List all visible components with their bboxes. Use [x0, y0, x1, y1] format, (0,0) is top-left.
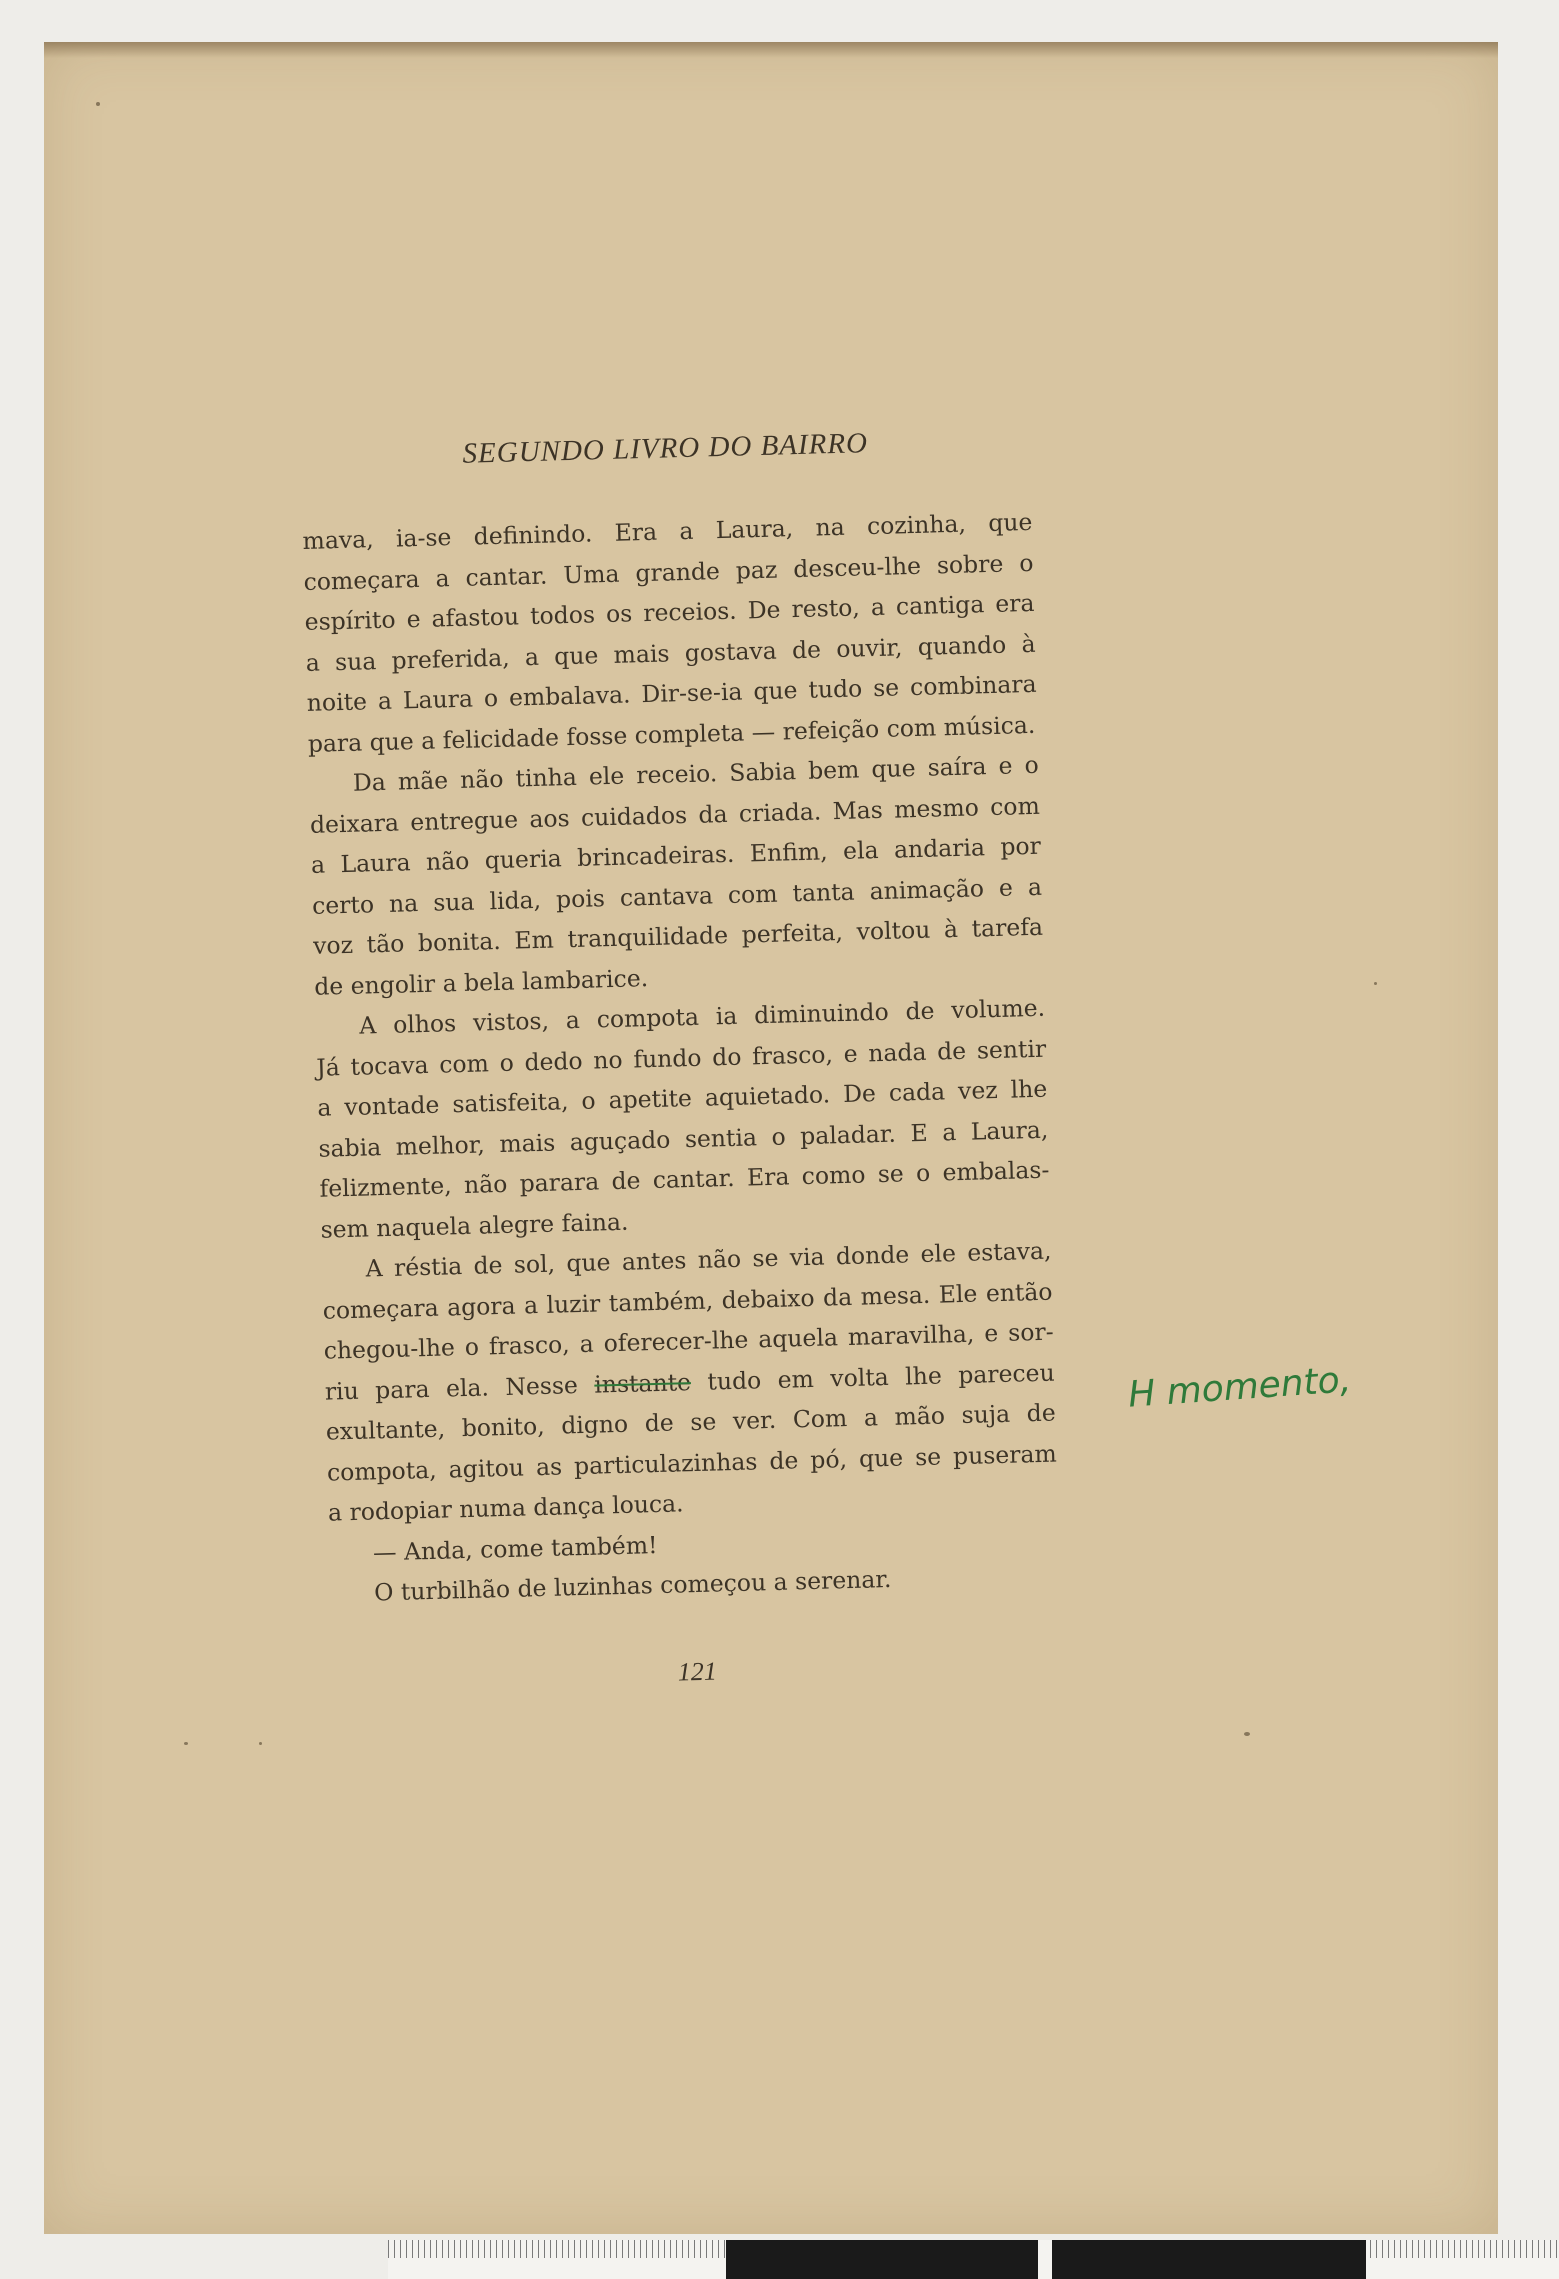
text-line: começara a cantar. Uma grande paz desceu-lhe sobre o	[303, 548, 1034, 596]
paragraph-3	[315, 987, 1091, 1250]
paragraph-4	[321, 1230, 1098, 1534]
text-line: compota, agitou as particulazinhas de pó, que se puseram	[326, 1439, 1058, 1487]
text-line: a vontade satisfeita, o apetite aquietado. De cada vez lhe	[317, 1074, 1048, 1122]
paper-speck	[1244, 1732, 1250, 1736]
text-line: deixara entregue aos cuidados da criada. Mas mesmo com	[309, 791, 1041, 839]
text-line: mava, ia-se definindo. Era a Laura, na cozinha, que	[302, 507, 1033, 555]
text-line: sem naquela alegre faina.	[320, 1207, 629, 1244]
running-head: SEGUNDO LIVRO DO BAIRRO	[462, 427, 869, 470]
text-line: de engolir a bela lambarice.	[313, 963, 649, 1001]
page-number: 121	[677, 1656, 718, 1687]
ruler-ticks	[388, 2240, 726, 2258]
paper-speck	[184, 1742, 188, 1745]
paragraph-1	[302, 501, 1078, 764]
struck-word: instante	[593, 1367, 692, 1399]
text-line: exultante, bonito, digno de se ver. Com a mão suja de	[325, 1398, 1057, 1446]
text-line: Da mãe não tinha ele receio. Sabia bem que saíra e o	[352, 750, 1040, 797]
text-line: Já tocava com o dedo no fundo do frasco, e nada de sentir	[316, 1034, 1047, 1082]
paragraph-2	[308, 744, 1084, 1007]
text-line: noite a Laura o embalava. Dir-se-ia que tudo se combinara	[306, 669, 1037, 717]
marginal-annotation: H momento,	[1126, 1359, 1353, 1416]
text-line: voz tão bonita. Em tranquilidade perfeita, voltou à tarefa	[312, 912, 1044, 960]
page-top-edge	[44, 42, 1498, 58]
text-line: a sua preferida, a que mais gostava de ouvir, quando à	[305, 629, 1036, 677]
text-line: chegou-lhe o frasco, a oferecer-lhe aquela maravilha, e sor-	[323, 1317, 1054, 1365]
text-line: a Laura não queria brincadeiras. Enfim, ela andaria por	[310, 831, 1042, 879]
ruler-black-segment	[726, 2240, 1038, 2279]
text-line: a rodopiar numa dança louca.	[327, 1489, 684, 1527]
text-line: certo na sua lida, pois cantava com tanta animação e a	[311, 872, 1043, 920]
page-text	[300, 422, 1103, 1696]
paper-speck	[1374, 982, 1377, 985]
text-fragment: tudo em volta lhe pareceu	[690, 1358, 1055, 1396]
dialogue-line: — Anda, come também!	[372, 1530, 658, 1566]
closing-line: O turbilhão de luzinhas começou a serenar.	[373, 1564, 892, 1607]
text-line: para que a felicidade fosse completa — refeição com música.	[307, 710, 1036, 758]
paper-speck	[96, 102, 100, 106]
ruler-ticks	[1370, 2240, 1559, 2258]
text-line: A réstia de sol, que antes não se via donde ele estava,	[365, 1236, 1052, 1283]
ruler-black-segment	[1052, 2240, 1366, 2279]
scale-ruler	[388, 2240, 1559, 2279]
text-line: espírito e afastou todos os receios. De resto, a cantiga era	[304, 588, 1035, 636]
ruler-white-segment	[1038, 2240, 1052, 2279]
text-fragment: riu para ela. Nesse	[324, 1370, 595, 1406]
text-line: começara agora a luzir também, debaixo da mesa. Ele então	[322, 1277, 1053, 1325]
text-line: sabia melhor, mais aguçado sentia o paladar. E a Laura,	[318, 1115, 1049, 1163]
paper-speck	[259, 1742, 262, 1745]
text-line: A olhos vistos, a compota ia diminuindo de volume.	[358, 993, 1046, 1040]
text-line: felizmente, não parara de cantar. Era como se o embalas-	[319, 1155, 1050, 1203]
